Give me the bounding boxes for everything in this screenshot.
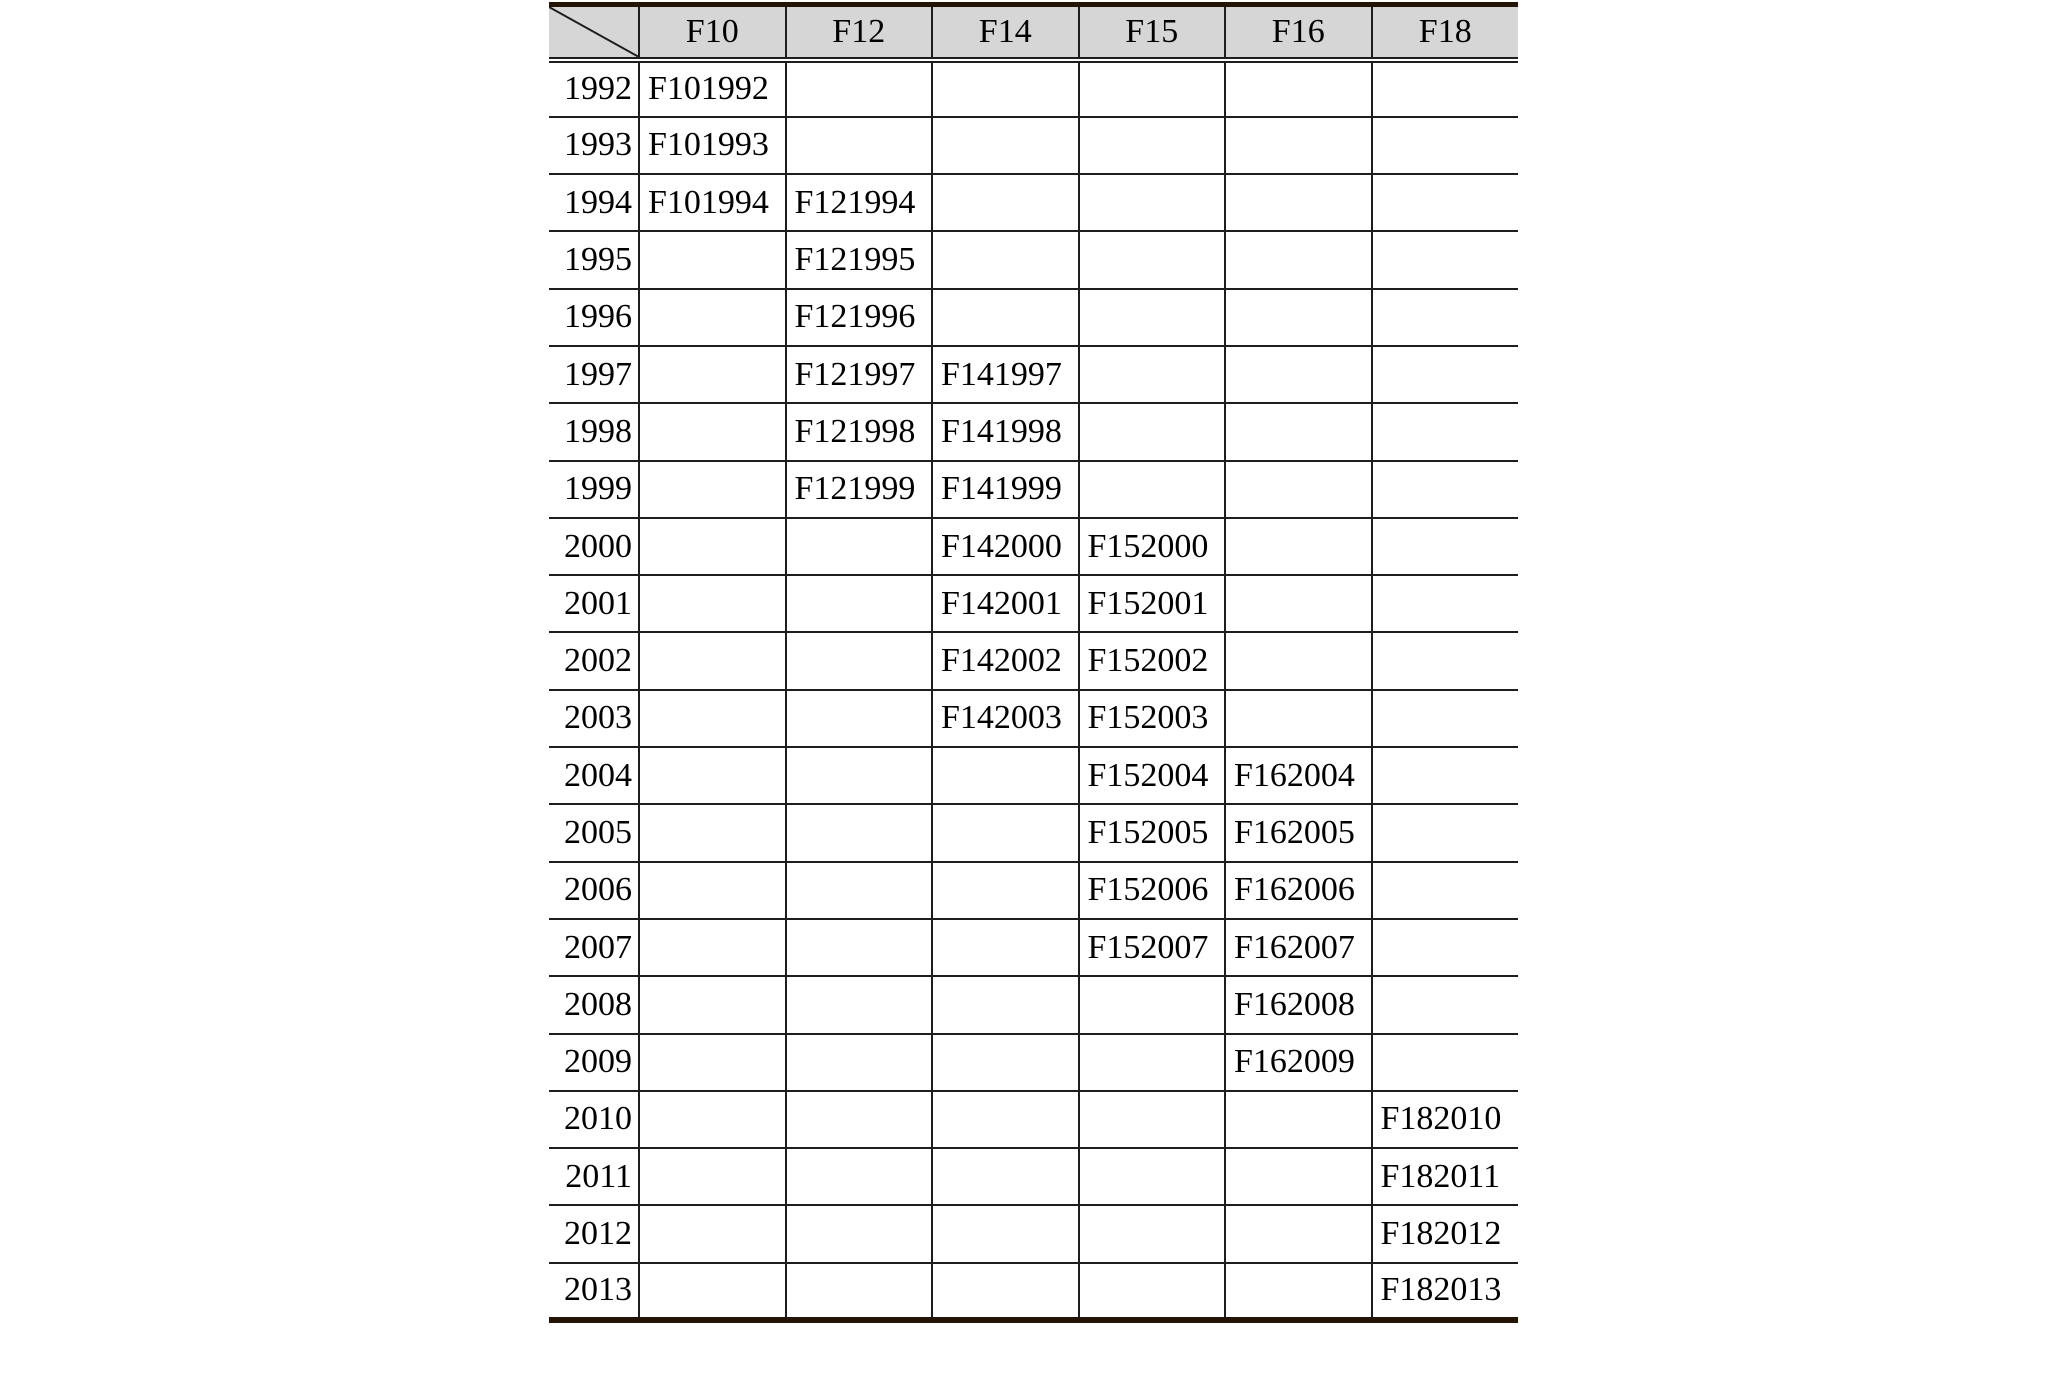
empty-cell xyxy=(1225,403,1372,460)
empty-cell xyxy=(1372,632,1519,689)
empty-cell xyxy=(639,804,786,861)
code-cell: F182010 xyxy=(1372,1091,1519,1148)
code-cell: F121995 xyxy=(786,231,933,288)
year-cell: 2013 xyxy=(549,1263,639,1320)
empty-cell xyxy=(1079,1091,1226,1148)
empty-cell xyxy=(1225,575,1372,632)
empty-cell xyxy=(932,289,1079,346)
year-cell: 1993 xyxy=(549,117,639,174)
empty-cell xyxy=(1372,1034,1519,1091)
empty-cell xyxy=(932,1091,1079,1148)
table-row xyxy=(549,1034,1518,1091)
code-cell: F152006 xyxy=(1079,862,1226,919)
empty-cell xyxy=(932,1148,1079,1205)
diagonal-line-icon xyxy=(549,7,638,57)
code-cell: F152000 xyxy=(1079,518,1226,575)
year-cell: 2000 xyxy=(549,518,639,575)
empty-cell xyxy=(932,1263,1079,1320)
empty-cell xyxy=(1372,804,1519,861)
column-header-f12: F12 xyxy=(786,5,933,60)
column-header-f15: F15 xyxy=(1079,5,1226,60)
empty-cell xyxy=(932,1034,1079,1091)
empty-cell xyxy=(1372,461,1519,518)
year-cell: 2007 xyxy=(549,919,639,976)
code-cell: F142002 xyxy=(932,632,1079,689)
empty-cell xyxy=(1079,1034,1226,1091)
empty-cell xyxy=(1225,231,1372,288)
empty-cell xyxy=(932,804,1079,861)
table-row xyxy=(549,862,1518,919)
column-header-f16: F16 xyxy=(1225,5,1372,60)
code-cell: F121999 xyxy=(786,461,933,518)
code-cell: F121994 xyxy=(786,174,933,231)
empty-cell xyxy=(1372,747,1519,804)
code-cell: F182013 xyxy=(1372,1263,1519,1320)
code-cell: F162007 xyxy=(1225,919,1372,976)
table-row xyxy=(549,174,1518,231)
year-cell: 2008 xyxy=(549,976,639,1033)
table-row xyxy=(549,231,1518,288)
empty-cell xyxy=(786,862,933,919)
empty-cell xyxy=(1225,60,1372,117)
empty-cell xyxy=(1079,60,1226,117)
table-row xyxy=(549,747,1518,804)
empty-cell xyxy=(1079,461,1226,518)
empty-cell xyxy=(1079,1205,1226,1262)
empty-cell xyxy=(1225,1205,1372,1262)
code-cell: F101994 xyxy=(639,174,786,231)
empty-cell xyxy=(786,632,933,689)
empty-cell xyxy=(1225,461,1372,518)
empty-cell xyxy=(639,289,786,346)
empty-cell xyxy=(786,804,933,861)
empty-cell xyxy=(639,1205,786,1262)
empty-cell xyxy=(1079,1263,1226,1320)
code-cell: F141998 xyxy=(932,403,1079,460)
empty-cell xyxy=(1079,1148,1226,1205)
empty-cell xyxy=(932,60,1079,117)
table-row xyxy=(549,804,1518,861)
empty-cell xyxy=(1079,117,1226,174)
table-row xyxy=(549,117,1518,174)
empty-cell xyxy=(932,919,1079,976)
code-cell: F101993 xyxy=(639,117,786,174)
code-cell: F162004 xyxy=(1225,747,1372,804)
column-header-f18: F18 xyxy=(1372,5,1519,60)
code-cell: F121997 xyxy=(786,346,933,403)
year-cell: 2001 xyxy=(549,575,639,632)
empty-cell xyxy=(932,976,1079,1033)
table-row xyxy=(549,1205,1518,1262)
empty-cell xyxy=(639,690,786,747)
empty-cell xyxy=(786,690,933,747)
empty-cell xyxy=(786,518,933,575)
table-row xyxy=(549,1091,1518,1148)
empty-cell xyxy=(639,1091,786,1148)
empty-cell xyxy=(1372,518,1519,575)
empty-cell xyxy=(639,231,786,288)
empty-cell xyxy=(639,1263,786,1320)
code-cell: F141997 xyxy=(932,346,1079,403)
empty-cell xyxy=(639,747,786,804)
table-row xyxy=(549,518,1518,575)
empty-cell xyxy=(1372,690,1519,747)
empty-cell xyxy=(1225,690,1372,747)
table-row xyxy=(549,919,1518,976)
empty-cell xyxy=(639,1034,786,1091)
year-cell: 1997 xyxy=(549,346,639,403)
empty-cell xyxy=(1225,117,1372,174)
empty-cell xyxy=(932,1205,1079,1262)
empty-cell xyxy=(932,174,1079,231)
year-cell: 2009 xyxy=(549,1034,639,1091)
empty-cell xyxy=(1372,919,1519,976)
empty-cell xyxy=(1079,174,1226,231)
code-cell: F142003 xyxy=(932,690,1079,747)
empty-cell xyxy=(639,919,786,976)
table-row xyxy=(549,690,1518,747)
empty-cell xyxy=(1079,403,1226,460)
year-cell: 2012 xyxy=(549,1205,639,1262)
empty-cell xyxy=(639,346,786,403)
code-cell: F182011 xyxy=(1372,1148,1519,1205)
column-header-f14: F14 xyxy=(932,5,1079,60)
corner-cell xyxy=(549,5,639,60)
year-cell: 2002 xyxy=(549,632,639,689)
code-cell: F162006 xyxy=(1225,862,1372,919)
code-cell: F162005 xyxy=(1225,804,1372,861)
empty-cell xyxy=(1225,1263,1372,1320)
year-cell: 2003 xyxy=(549,690,639,747)
empty-cell xyxy=(786,919,933,976)
table-row xyxy=(549,461,1518,518)
empty-cell xyxy=(932,862,1079,919)
year-cell: 1998 xyxy=(549,403,639,460)
empty-cell xyxy=(1372,862,1519,919)
empty-cell xyxy=(786,1205,933,1262)
code-cell: F121996 xyxy=(786,289,933,346)
table-row xyxy=(549,60,1518,117)
empty-cell xyxy=(786,1091,933,1148)
empty-cell xyxy=(1372,575,1519,632)
year-cell: 2004 xyxy=(549,747,639,804)
table-row xyxy=(549,1148,1518,1205)
code-cell: F152001 xyxy=(1079,575,1226,632)
empty-cell xyxy=(786,575,933,632)
empty-cell xyxy=(786,117,933,174)
empty-cell xyxy=(1372,976,1519,1033)
year-cell: 2005 xyxy=(549,804,639,861)
year-cell: 1992 xyxy=(549,60,639,117)
code-cell: F152002 xyxy=(1079,632,1226,689)
code-cell: F182012 xyxy=(1372,1205,1519,1262)
empty-cell xyxy=(1372,174,1519,231)
empty-cell xyxy=(1225,346,1372,403)
empty-cell xyxy=(1079,289,1226,346)
empty-cell xyxy=(1225,632,1372,689)
empty-cell xyxy=(786,1034,933,1091)
empty-cell xyxy=(639,976,786,1033)
empty-cell xyxy=(1079,346,1226,403)
empty-cell xyxy=(786,60,933,117)
code-cell: F152007 xyxy=(1079,919,1226,976)
empty-cell xyxy=(1372,117,1519,174)
empty-cell xyxy=(639,575,786,632)
empty-cell xyxy=(639,862,786,919)
table-row xyxy=(549,1263,1518,1320)
code-cell: F141999 xyxy=(932,461,1079,518)
empty-cell xyxy=(1225,174,1372,231)
empty-cell xyxy=(639,461,786,518)
empty-cell xyxy=(786,976,933,1033)
empty-cell xyxy=(786,1263,933,1320)
table-row xyxy=(549,976,1518,1033)
empty-cell xyxy=(1372,403,1519,460)
empty-cell xyxy=(932,747,1079,804)
header-row xyxy=(549,5,1518,60)
year-code-table xyxy=(549,2,1518,1323)
year-cell: 2010 xyxy=(549,1091,639,1148)
empty-cell xyxy=(1225,1091,1372,1148)
table-row xyxy=(549,346,1518,403)
year-cell: 2006 xyxy=(549,862,639,919)
empty-cell xyxy=(1079,231,1226,288)
empty-cell xyxy=(786,747,933,804)
table-row xyxy=(549,632,1518,689)
year-cell: 2011 xyxy=(549,1148,639,1205)
code-cell: F142001 xyxy=(932,575,1079,632)
empty-cell xyxy=(786,1148,933,1205)
code-cell: F121998 xyxy=(786,403,933,460)
code-cell: F142000 xyxy=(932,518,1079,575)
year-cell: 1995 xyxy=(549,231,639,288)
empty-cell xyxy=(639,518,786,575)
year-cell: 1994 xyxy=(549,174,639,231)
year-cell: 1999 xyxy=(549,461,639,518)
empty-cell xyxy=(639,1148,786,1205)
table-row xyxy=(549,575,1518,632)
empty-cell xyxy=(1225,1148,1372,1205)
empty-cell xyxy=(1372,231,1519,288)
code-cell: F152005 xyxy=(1079,804,1226,861)
empty-cell xyxy=(1079,976,1226,1033)
empty-cell xyxy=(932,117,1079,174)
empty-cell xyxy=(1225,289,1372,346)
table-row xyxy=(549,403,1518,460)
empty-cell xyxy=(1372,346,1519,403)
empty-cell xyxy=(932,231,1079,288)
year-cell: 1996 xyxy=(549,289,639,346)
empty-cell xyxy=(639,403,786,460)
table-row xyxy=(549,289,1518,346)
empty-cell xyxy=(1372,60,1519,117)
code-cell: F101992 xyxy=(639,60,786,117)
code-cell: F152003 xyxy=(1079,690,1226,747)
code-cell: F152004 xyxy=(1079,747,1226,804)
empty-cell xyxy=(1372,289,1519,346)
code-cell: F162008 xyxy=(1225,976,1372,1033)
empty-cell xyxy=(1225,518,1372,575)
code-cell: F162009 xyxy=(1225,1034,1372,1091)
empty-cell xyxy=(639,632,786,689)
column-header-f10: F10 xyxy=(639,5,786,60)
